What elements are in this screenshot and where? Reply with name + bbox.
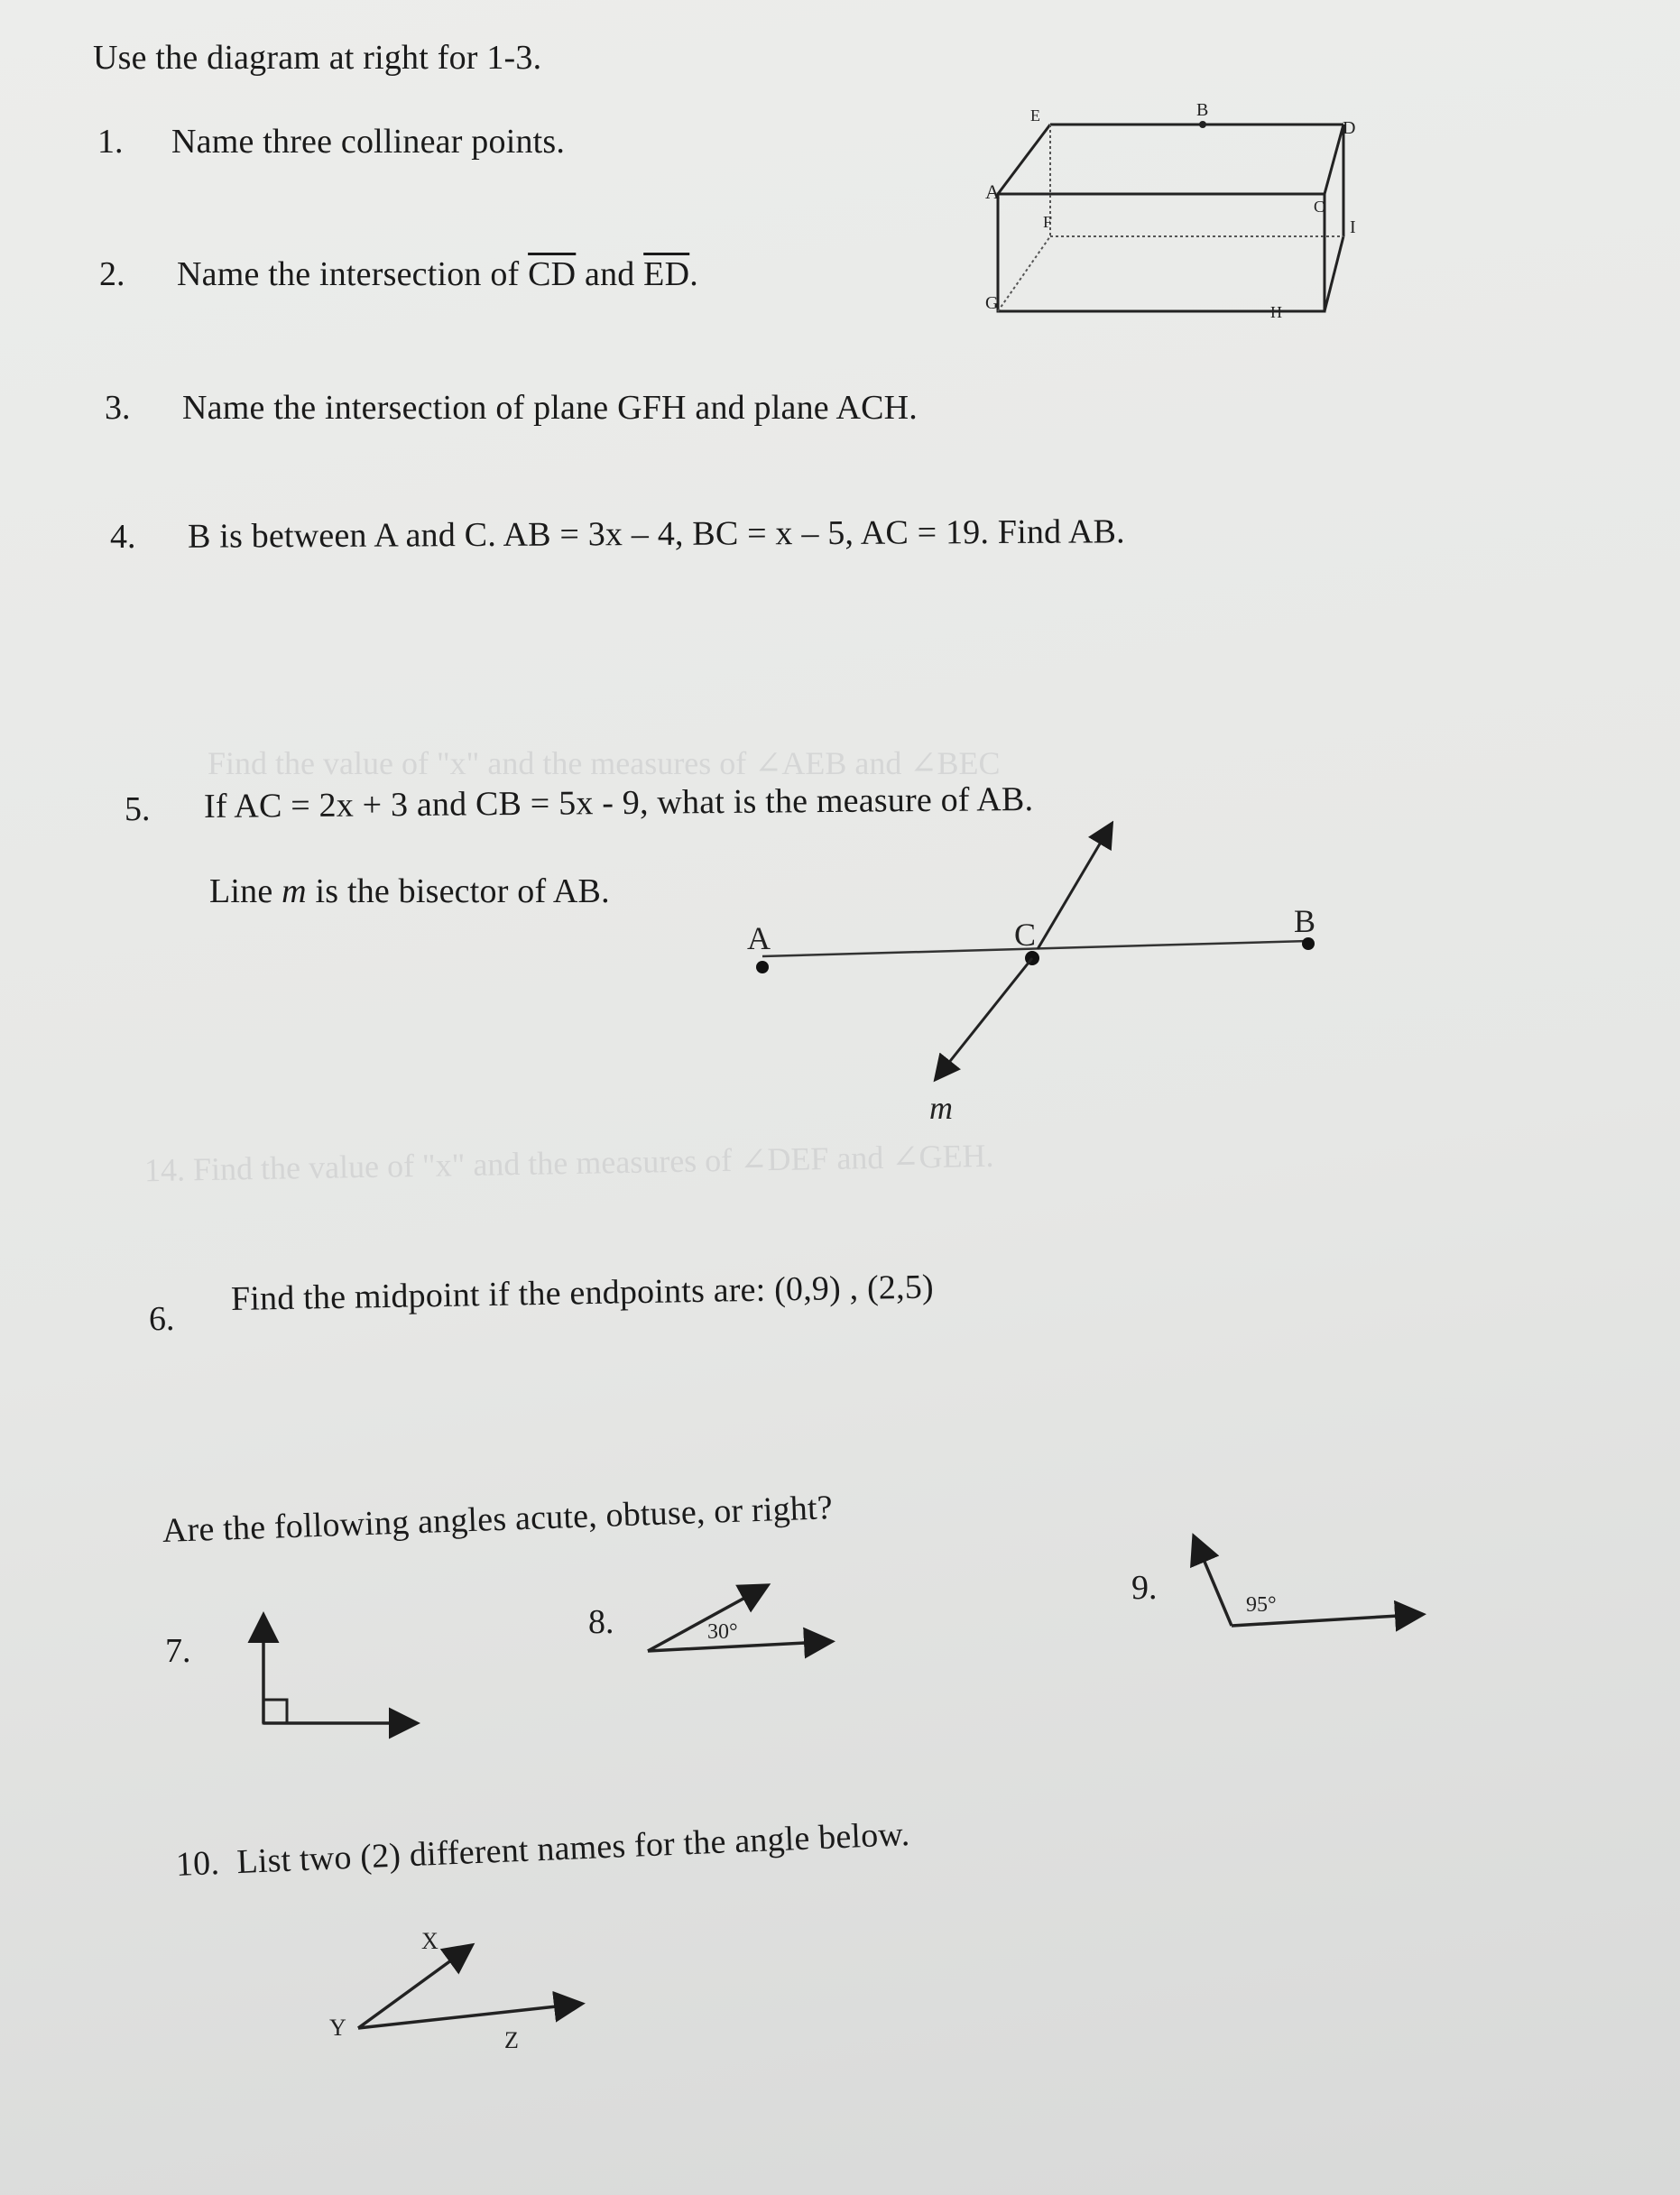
q5-note (209, 872, 610, 911)
segment-cd: $\overline{CD}$ (528, 255, 577, 293)
point-a-dot (756, 961, 769, 973)
q2-number: 2. (99, 255, 125, 293)
q8-number: 8. (588, 1603, 614, 1641)
angle-30-label: 30° (707, 1620, 738, 1644)
prism-label-b: B (1196, 100, 1209, 120)
q1-number: 1. (97, 123, 124, 161)
prism-label-c: C (1314, 198, 1325, 216)
q2-suffix: . (689, 255, 698, 293)
label-y: Y (329, 2015, 346, 2041)
q3-number: 3. (105, 389, 131, 427)
prism-label-d: D (1343, 118, 1356, 138)
prism-label-i: I (1350, 217, 1356, 237)
bisector-label-a: A (747, 920, 771, 956)
bisector-diagram (740, 812, 1353, 1137)
point-b-dot-bisector (1302, 937, 1315, 950)
q10-question: List two (2) different names for the angle below. (235, 1814, 911, 1882)
bisector-label-c: C (1014, 917, 1037, 953)
prism-label-e: E (1030, 106, 1040, 125)
q10-number: 10. (175, 1844, 220, 1884)
q6-text: Find the midpoint if the endpoints are: (0,9) , (2,5) (230, 1268, 935, 1318)
obtuse-angle-upper-ray (1197, 1545, 1232, 1626)
q3-text: Name the intersection of plane GFH and plane ACH. (182, 389, 918, 427)
q10-text (175, 1814, 910, 1885)
segment-ed: $\overline{ED}$ (643, 255, 690, 293)
q5-note-var: m (282, 872, 307, 910)
q1-text: Name three collinear points. (171, 123, 566, 161)
prism-label-a: A (985, 180, 1000, 203)
point-b-dot (1199, 121, 1206, 128)
right-angle-diagram (236, 1606, 435, 1750)
right-angle-marker (263, 1700, 287, 1723)
angle-xyz-diagram (320, 1922, 591, 2057)
q5-note-post: is the bisector of AB. (306, 872, 610, 910)
q9-number: 9. (1131, 1569, 1158, 1607)
bisector-label-b: B (1294, 903, 1316, 939)
acute-angle-upper-ray (648, 1590, 760, 1651)
q6-number: 6. (149, 1300, 175, 1338)
bisector-label-m: m (929, 1090, 953, 1126)
q4-number: 4. (110, 518, 136, 556)
obtuse-angle-diagram (1177, 1534, 1439, 1651)
q2-mid: and (576, 255, 644, 293)
label-z: Z (504, 2027, 519, 2053)
line-m-lower (940, 958, 1032, 1074)
bleed-through-text-2: 14. Find the value of "x" and the measures of ∠DEF and ∠GEH. (143, 1137, 994, 1189)
prism-diagram (965, 90, 1380, 343)
prism-label-g: G (985, 293, 999, 313)
instruction-heading: Use the diagram at right for 1-3. (93, 39, 542, 77)
q7-number: 7. (165, 1632, 191, 1670)
q5-text: If AC = 2x + 3 and CB = 5x - 9, what is the measure of AB. (203, 779, 1034, 826)
acute-angle-diagram (642, 1570, 850, 1669)
q2-prefix: Name the intersection of (177, 255, 529, 293)
prism-label-f: F (1043, 213, 1053, 231)
line-m-upper (1038, 830, 1108, 949)
angle-95-label: 95° (1246, 1593, 1277, 1617)
q4-text: B is between A and C. AB = 3x – 4, BC = x – 5, AC = 19. Find AB. (187, 512, 1125, 556)
prism-label-h: H (1270, 303, 1282, 321)
q2-text (177, 254, 698, 294)
ray-yz (358, 2005, 573, 2028)
angles-heading: Are the following angles acute, obtuse, or right? (162, 1489, 834, 1550)
label-x: X (421, 1928, 438, 1954)
bleed-through-text-1: Find the value of "x" and the measures of ∠AEB and ∠BEC (208, 745, 1001, 781)
ray-yx (358, 1951, 465, 2028)
q5-note-pre: Line (209, 872, 282, 910)
q5-number: 5. (125, 790, 151, 828)
